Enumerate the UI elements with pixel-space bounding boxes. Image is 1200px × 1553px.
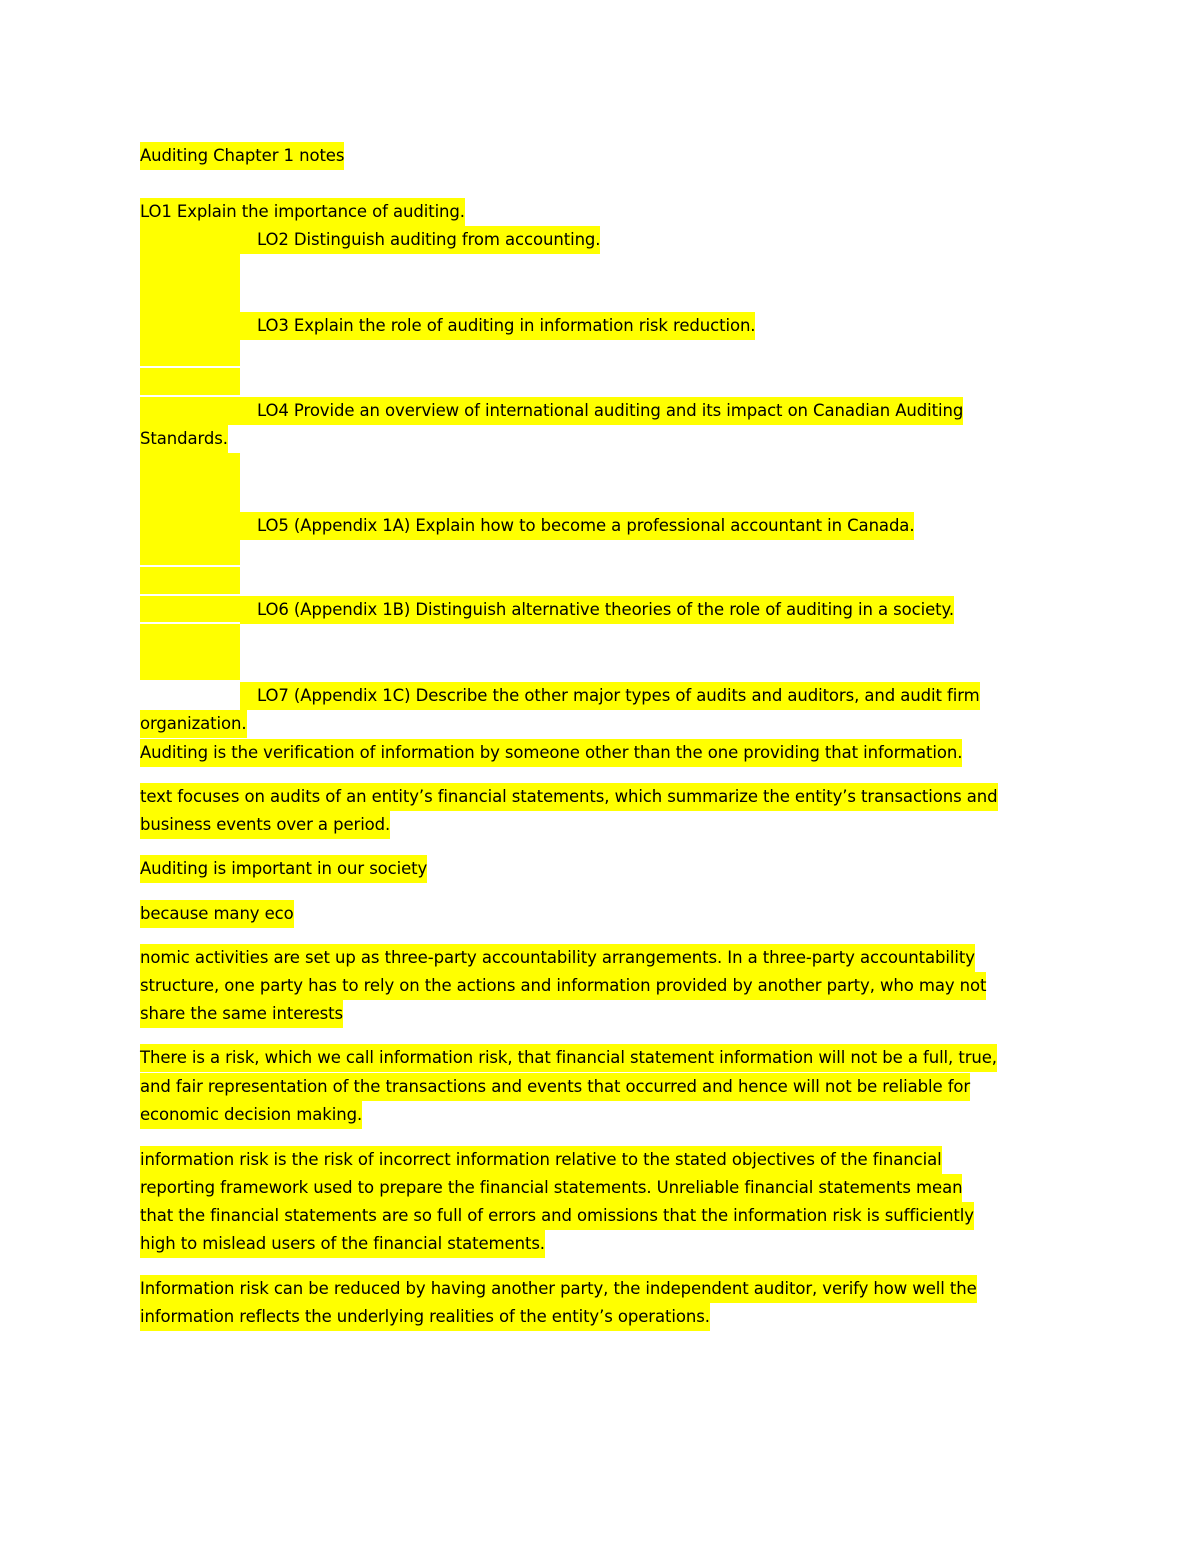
- objective-lo7-continued: organization.: [140, 710, 247, 738]
- paragraph-line: economic decision making.: [140, 1101, 362, 1129]
- paragraph-line: and fair representation of the transactions and events that occurred and hence will not be reliable for: [140, 1073, 970, 1101]
- objective-lo5: LO5 (Appendix 1A) Explain how to become a professional accountant in Canada.: [240, 512, 914, 540]
- indent-highlight-block: [140, 624, 240, 680]
- paragraph-line: information risk is the risk of incorrect information relative to the stated objectives of the financial: [140, 1146, 942, 1174]
- objective-lo6: LO6 (Appendix 1B) Distinguish alternative theories of the role of auditing in a society.: [240, 596, 954, 624]
- paragraph-line: text focuses on audits of an entity’s financial statements, which summarize the entity’s transactions and: [140, 783, 998, 811]
- indent-highlight-block: [140, 567, 240, 594]
- paragraph-line: share the same interests: [140, 1000, 343, 1028]
- indent-highlight-block: [140, 368, 240, 395]
- paragraph-line: Auditing is important in our society: [140, 855, 427, 883]
- objective-lo1: LO1 Explain the importance of auditing.: [140, 198, 465, 226]
- objective-lo4-continued: Standards.: [140, 425, 228, 453]
- paragraph-line: because many eco: [140, 900, 294, 928]
- document-title: Auditing Chapter 1 notes: [140, 142, 344, 170]
- objective-lo2: LO2 Distinguish auditing from accounting.: [240, 226, 600, 254]
- indent-highlight-block: [140, 596, 240, 622]
- objective-lo4: LO4 Provide an overview of international auditing and its impact on Canadian Auditing: [240, 397, 963, 425]
- paragraph-line: that the financial statements are so full of errors and omissions that the information risk is sufficiently: [140, 1202, 974, 1230]
- objective-lo3: LO3 Explain the role of auditing in information risk reduction.: [240, 312, 755, 340]
- indent-highlight-block: [140, 226, 240, 366]
- paragraph-line: There is a risk, which we call information risk, that financial statement information will not be a full, true,: [140, 1044, 997, 1072]
- indent-highlight-block: [140, 397, 240, 425]
- paragraph-line: nomic activities are set up as three-party accountability arrangements. In a three-party accountability: [140, 944, 975, 972]
- paragraph-line: high to mislead users of the financial statements.: [140, 1230, 545, 1258]
- paragraph-line: reporting framework used to prepare the financial statements. Unreliable financial statements mean: [140, 1174, 962, 1202]
- indent-highlight-block: [140, 453, 240, 565]
- paragraph-line: business events over a period.: [140, 811, 390, 839]
- paragraph-line: Auditing is the verification of information by someone other than the one providing that information.: [140, 739, 962, 767]
- objective-lo7: LO7 (Appendix 1C) Describe the other major types of audits and auditors, and audit firm: [240, 682, 980, 710]
- paragraph-line: Information risk can be reduced by having another party, the independent auditor, verify how well the: [140, 1275, 977, 1303]
- paragraph-line: structure, one party has to rely on the actions and information provided by another party, who may not: [140, 972, 986, 1000]
- paragraph-line: information reflects the underlying realities of the entity’s operations.: [140, 1303, 710, 1331]
